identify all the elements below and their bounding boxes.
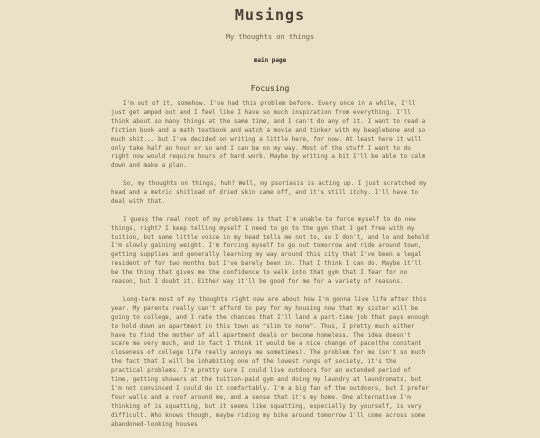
post-body [111,100,429,438]
post-paragraph: So, my thoughts on things, huh? Well, my psoriasis is acting up. I just scratched my head and a metric shitload of dried skin came off, and it's still itchy. I'll have to deal with that. [111,180,427,205]
post-paragraph: I guess the real root of my problems is that I'm unable to force myself to do new things, right? I keep telling myself I need to go to the gym that I get free with my tuition, but some little voice in my head tells me not to, so I don't, and lo and behold I'm slowly gaining weight. I'm forcing myself to go out tomorrow and ride around town, getting supplies and generally learning my way around this city that I've been a legal resident of for two months but I've barely been in. That I think I can do. Maybe it'll be the thing that gives me the confidence to walk into that gym that I fear for no reason, but I doubt it. Either way it'll be good for me for a variety of reasons. [111,215,429,286]
site-nav [0,47,540,66]
post-title: Focusing [250,84,290,93]
post-paragraph: I'm out of it, somehow. I've had this problem before. Every once in a while, I'll just get amped out and I feel like I have so much inspiration from everything. I'll think about so many things at the same time, and I can't do any of it. I want to read a fiction book and a math textbook and watch a movie and tinker with my beaglebone and so much shit... but I've decided on writing a little here, for now. At least here it will only take half an hour or so and I can be on my way. Most of the stuff I want to do right now would require hours of hard work. Maybe by writing a bit I'll be able to calm down and make a plan. [111,100,426,170]
post-paragraph: Long-term most of my thoughts right now are about how I'm gonna live life after this year. My parents really can't afford to pay for my housing now that my sister will be going to college, and I rate the chances that I'll land a part-time job that pays enough to hold down an apartment in this town as "slim to none". Thus, I pretty much either have to find the mother of all apartment deals or become homeless. The idea doesn't scare me very much, and in fact I think it would be a nice change of pace(the constant closeness of college life really annoys me sometimes). The problem for me isn't so much the fact that I will be inhabiting one of the lowest rungs of society, it's the practical problems. I'm pretty sure I could live outdoors for an extended period of time, getting showers at the tuition-paid gym and doing my laundry at laundromats, but I'm not convinced I could do it comfortably. I'm a big fan of the outdoors, but I prefer four walls and a roof around me, and a sense that it's my home. One alternative I'm thinking of is squatting, but it seems like squatting, especially by yourself, is very difficult. Who knows though, maybe riding my bike around tomorrow I'll come across some abandoned-looking houses [111,295,429,428]
site-title: Musings [234,6,306,24]
main-page-link[interactable]: main page [253,57,287,64]
site-tagline: My thoughts on things [225,33,315,41]
